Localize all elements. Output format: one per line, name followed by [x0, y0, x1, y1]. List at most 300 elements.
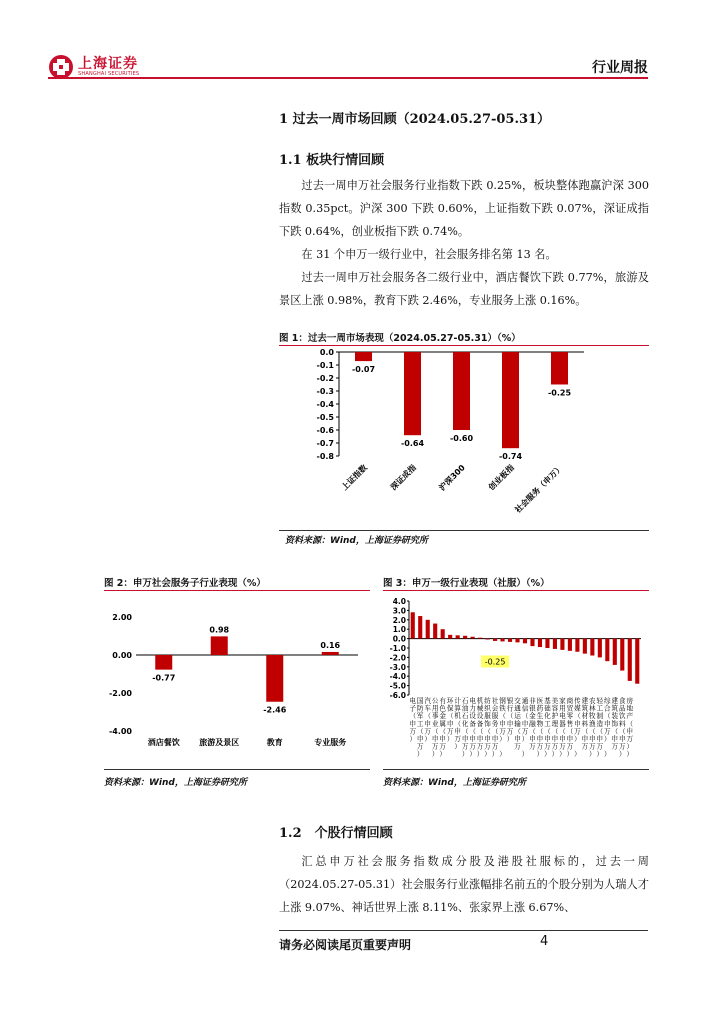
- figure-3-title: 图 3：申万一级行业表现（社服）（%）: [383, 578, 550, 589]
- x-tick-char: 万: [446, 727, 454, 736]
- x-tick-char: 算: [454, 704, 461, 713]
- x-tick-char: 售: [566, 719, 574, 728]
- x-tick-char: 会: [491, 704, 499, 713]
- data-label: 0.98: [209, 625, 230, 635]
- bar: [433, 624, 437, 639]
- x-tick-char: 用: [431, 704, 439, 713]
- x-tick-char: 零: [566, 712, 574, 721]
- y-tick-label: -0.3: [316, 387, 334, 396]
- bar: [635, 639, 639, 684]
- x-tick-char: 生: [536, 712, 544, 721]
- x-tick-char: 油: [461, 704, 469, 713]
- x-tick-char: （: [626, 719, 634, 728]
- bar: [411, 612, 415, 638]
- x-tick-char: 万: [611, 742, 619, 751]
- x-tick-char: 料: [581, 719, 589, 728]
- x-tick-char: 申: [536, 735, 544, 743]
- x-tick-char: ）: [499, 735, 506, 743]
- x-tick-char: 材: [581, 712, 589, 721]
- bar: [508, 639, 512, 642]
- x-tick-char: 农: [589, 697, 596, 705]
- x-tick-char: 媒: [574, 704, 581, 713]
- x-tick-char: 装: [611, 712, 619, 721]
- x-tick-char: （: [506, 712, 514, 721]
- x-tick-char: 防: [416, 704, 424, 713]
- y-tick-label: -4.0: [389, 672, 406, 682]
- x-tick-char: 林: [589, 704, 596, 713]
- bar: [266, 655, 283, 702]
- bar: [575, 639, 579, 652]
- x-tick-char: ）: [521, 750, 529, 759]
- figure-2-source: 资料来源：Wind，上海证券研究所: [104, 778, 247, 788]
- x-tick-char: 万: [574, 727, 581, 736]
- x-tick-char: 非: [529, 697, 536, 705]
- x-tick-char: （: [604, 712, 611, 721]
- section-1-1-body: [279, 174, 649, 312]
- x-tick-char: （: [529, 727, 536, 736]
- x-tick-char: ）: [491, 750, 499, 759]
- x-tick-char: （: [514, 727, 521, 736]
- x-tick-char: 申: [416, 735, 424, 743]
- x-tick-char: 产: [626, 712, 634, 721]
- x-tick-char: 万: [484, 742, 491, 751]
- x-tick-char: ）: [469, 750, 476, 759]
- bar: [605, 639, 609, 662]
- x-tick-char: 容: [551, 704, 559, 713]
- x-tick-char: （: [521, 712, 529, 721]
- x-tick-char: （: [611, 727, 619, 736]
- x-tick-char: 融: [529, 719, 536, 728]
- x-tick-char: （: [544, 727, 551, 736]
- x-tick-char: 饰: [484, 719, 491, 728]
- x-tick-label: 旅游及景区: [199, 738, 240, 747]
- x-tick-char: （: [469, 727, 476, 736]
- x-tick-char: 信: [521, 704, 529, 713]
- y-tick-label: -4.00: [108, 727, 132, 736]
- x-tick-char: 色: [439, 704, 446, 713]
- x-tick-char: 家: [559, 697, 566, 705]
- x-tick-char: ）: [439, 750, 446, 759]
- y-tick-label: 2.00: [112, 613, 132, 622]
- x-tick-char: 公: [431, 697, 439, 705]
- x-tick-char: 商: [566, 697, 574, 705]
- x-tick-char: 万: [491, 742, 499, 751]
- x-tick-char: （: [439, 727, 446, 736]
- x-tick-char: 药: [536, 704, 544, 713]
- x-tick-char: ）: [574, 750, 581, 759]
- x-tick-char: ）: [454, 742, 461, 751]
- highlight-label: -0.25: [484, 657, 506, 667]
- bar: [478, 638, 482, 639]
- x-tick-char: 饮: [618, 712, 626, 721]
- figure-2-chart: [104, 591, 370, 767]
- x-tick-char: 房: [626, 697, 634, 705]
- bar: [456, 635, 460, 638]
- x-tick-char: ）: [604, 750, 611, 759]
- x-tick-char: 万: [581, 742, 589, 751]
- x-tick-char: ）: [626, 742, 634, 751]
- x-tick-char: 申: [506, 719, 514, 728]
- bar: [523, 639, 527, 644]
- section-1-2-title: 1.2 个股行情回顾: [279, 826, 393, 841]
- logo-chinese-name: 上海证券: [78, 56, 138, 72]
- x-tick-char: 申: [409, 719, 417, 728]
- x-tick-label: 教育: [266, 738, 283, 747]
- x-tick-char: （: [446, 712, 454, 721]
- x-tick-char: 筑: [581, 704, 589, 713]
- y-tick-label: -3.0: [389, 662, 406, 672]
- figure-1-source: 资料来源：Wind，上海证券研究所: [285, 536, 428, 546]
- bar: [453, 352, 470, 430]
- x-tick-char: 牧: [589, 712, 596, 721]
- x-tick-char: 社: [491, 697, 499, 705]
- bar: [553, 639, 557, 649]
- x-tick-char: 输: [514, 719, 521, 728]
- report-type-label: 行业周报: [592, 60, 648, 76]
- data-label: -0.74: [498, 452, 523, 462]
- x-tick-char: 化: [461, 719, 469, 728]
- bar: [418, 616, 422, 639]
- x-tick-char: ）: [431, 750, 439, 759]
- logo-english-name: SHANGHAI SECURITIES: [78, 71, 140, 77]
- footer-divider: [279, 930, 648, 931]
- y-tick-label: 2.0: [392, 615, 406, 625]
- bar: [515, 639, 519, 643]
- bar: [620, 639, 624, 671]
- x-tick-char: （: [499, 712, 506, 721]
- x-tick-char: 万: [506, 727, 514, 736]
- x-tick-char: 申: [431, 735, 439, 743]
- x-tick-char: 纺: [484, 697, 491, 705]
- x-tick-char: ）: [574, 735, 581, 743]
- x-tick-char: 申: [446, 719, 454, 728]
- figure-2-title: 图 2：申万社会服务子行业表现（%）: [104, 578, 266, 589]
- y-tick-label: 0.00: [112, 651, 132, 660]
- x-tick-char: 工: [544, 719, 551, 728]
- x-tick-char: 万: [431, 742, 439, 751]
- y-tick-label: -0.6: [316, 426, 334, 435]
- x-tick-char: 申: [574, 719, 581, 728]
- x-tick-char: ）: [618, 750, 626, 759]
- x-tick-char: 备: [469, 719, 476, 728]
- x-tick-char: 申: [618, 735, 626, 743]
- bar: [493, 639, 497, 641]
- x-tick-label: 酒店餐饮: [147, 738, 180, 747]
- bar: [471, 637, 475, 639]
- x-tick-char: 万: [559, 742, 566, 751]
- figure-1-title: 图 1：过去一周市场表现（2024.05.27-05.31）（%）: [279, 333, 521, 344]
- x-tick-char: 银: [529, 704, 536, 713]
- x-tick-label: 上证指数: [339, 463, 369, 493]
- x-tick-char: 申: [476, 735, 484, 743]
- y-tick-label: -2.00: [108, 689, 132, 698]
- x-tick-char: 织: [484, 704, 491, 713]
- x-tick-char: 钢: [499, 697, 506, 705]
- paragraph: 过去一周申万社会服务行业指数下跌 0.25%，板块整体跑赢沪深 300 指数 0.35pct。沪深 300 下跌 0.60%，上证指数下跌 0.07%，深证成指下跌 0.64%，创业板指下跌 0.74%。: [279, 179, 649, 238]
- x-tick-char: ）: [551, 750, 559, 759]
- x-tick-char: 械: [476, 704, 484, 713]
- x-tick-char: （: [416, 727, 424, 736]
- x-tick-char: 工: [416, 719, 424, 728]
- bar: [502, 352, 519, 448]
- x-tick-char: 电: [409, 697, 417, 705]
- bar: [155, 655, 172, 670]
- bar: [486, 639, 490, 640]
- header-divider: [48, 77, 648, 79]
- bar: [530, 639, 534, 647]
- x-tick-char: （: [618, 727, 626, 736]
- x-tick-char: ）: [566, 750, 574, 759]
- x-tick-char: 料: [618, 719, 626, 728]
- x-tick-char: 申: [484, 735, 491, 743]
- x-tick-char: 机: [454, 712, 461, 721]
- data-label: -2.46: [263, 705, 287, 715]
- bar: [448, 635, 452, 639]
- x-tick-char: （: [424, 712, 432, 721]
- y-tick-label: -5.0: [389, 681, 406, 691]
- figure-1-bottom-line: [279, 530, 649, 531]
- bar: [568, 639, 572, 651]
- x-tick-char: 申: [439, 735, 446, 743]
- x-tick-char: ）: [424, 735, 432, 743]
- x-tick-char: 万: [469, 742, 476, 751]
- figure-3-bottom-line: [383, 769, 649, 770]
- bar: [598, 639, 602, 658]
- x-tick-char: 行: [506, 704, 514, 713]
- x-tick-char: ）: [409, 735, 417, 743]
- x-tick-char: 申: [559, 735, 566, 743]
- bar: [551, 352, 568, 385]
- x-tick-char: 础: [544, 704, 551, 713]
- x-tick-char: 石: [461, 712, 469, 721]
- x-tick-char: 美: [551, 697, 559, 705]
- bar: [426, 620, 430, 639]
- bar: [500, 639, 504, 642]
- x-tick-char: 申: [461, 735, 469, 743]
- x-tick-char: 申: [491, 735, 499, 743]
- x-tick-char: 机: [476, 697, 484, 705]
- x-tick-char: 交: [514, 697, 521, 705]
- x-tick-char: 申: [469, 735, 476, 743]
- x-tick-char: 子: [409, 704, 417, 713]
- x-tick-char: 万: [521, 727, 529, 736]
- x-tick-char: 综: [604, 697, 611, 705]
- bar: [560, 639, 564, 650]
- x-tick-char: （: [454, 719, 461, 728]
- x-tick-char: 万: [416, 742, 424, 751]
- x-tick-char: ）: [416, 750, 424, 759]
- x-tick-char: ）: [604, 735, 611, 743]
- x-tick-char: （: [589, 727, 596, 736]
- data-label: -0.07: [351, 365, 376, 375]
- x-tick-char: 万: [604, 727, 611, 736]
- x-tick-char: 医: [536, 697, 544, 705]
- paragraph: 在 31 个申万一级行业中，社会服务排名第 13 名。: [301, 248, 557, 261]
- x-tick-label: 深证成指: [388, 463, 418, 493]
- x-tick-char: 服: [484, 712, 491, 721]
- y-tick-label: -0.2: [316, 374, 334, 383]
- y-tick-label: -0.5: [316, 413, 334, 422]
- x-tick-char: 合: [604, 704, 611, 713]
- bar: [211, 636, 228, 655]
- x-tick-char: ）: [506, 735, 514, 743]
- x-tick-char: 万: [544, 742, 551, 751]
- x-tick-char: 万: [476, 742, 484, 751]
- y-tick-label: -0.4: [316, 400, 334, 409]
- x-tick-char: 事: [431, 712, 439, 721]
- figure-3-chart: [383, 591, 649, 767]
- x-tick-char: 申: [581, 735, 589, 743]
- x-tick-char: ）: [596, 750, 604, 759]
- x-tick-char: 申: [499, 719, 506, 728]
- x-tick-char: 食: [618, 697, 626, 705]
- x-tick-char: 务: [491, 719, 499, 728]
- x-tick-char: 申: [596, 735, 604, 743]
- x-tick-char: （: [431, 727, 439, 736]
- x-tick-char: 万: [439, 742, 446, 751]
- x-tick-char: 通: [521, 697, 529, 705]
- section-1-2-body: [279, 850, 649, 919]
- x-tick-char: 车: [424, 704, 432, 713]
- x-tick-char: ）: [536, 750, 544, 759]
- section-1-1-title: 1.1 板块行情回顾: [279, 153, 385, 168]
- x-tick-char: 业: [431, 719, 439, 728]
- x-tick-char: ）: [626, 750, 634, 759]
- y-tick-label: -0.8: [316, 452, 334, 461]
- x-tick-char: 万: [409, 727, 417, 736]
- x-tick-char: （: [574, 712, 581, 721]
- page-number: 4: [540, 934, 549, 949]
- x-tick-char: 万: [566, 742, 574, 751]
- x-tick-char: 物: [536, 719, 544, 728]
- x-tick-char: 申: [626, 727, 634, 736]
- x-tick-char: 护: [551, 712, 559, 721]
- x-tick-char: ）: [484, 750, 491, 759]
- x-tick-char: 电: [469, 697, 476, 705]
- x-tick-char: 传: [574, 697, 581, 705]
- data-label: -0.77: [152, 673, 176, 683]
- x-tick-char: ）: [544, 750, 551, 759]
- x-tick-char: 申: [589, 735, 596, 743]
- disclaimer-note: 请务必阅读尾页重要声明: [279, 938, 412, 952]
- y-tick-label: 3.0: [392, 606, 406, 616]
- x-tick-char: 有: [439, 697, 446, 705]
- x-tick-char: 轻: [596, 697, 604, 705]
- x-tick-char: 万: [596, 742, 604, 751]
- x-tick-char: （: [566, 727, 574, 736]
- x-tick-char: （: [409, 712, 417, 721]
- x-tick-char: 工: [596, 704, 604, 713]
- x-tick-char: （: [551, 727, 559, 736]
- x-tick-char: 万: [551, 742, 559, 751]
- x-tick-char: 环: [446, 697, 454, 705]
- x-tick-label: 创业板指: [486, 463, 516, 493]
- data-label: 0.16: [320, 640, 341, 650]
- x-tick-char: 万: [589, 742, 596, 751]
- x-tick-char: （: [484, 727, 491, 736]
- bar: [545, 639, 549, 648]
- x-tick-char: 申: [551, 735, 559, 743]
- x-tick-char: 建: [611, 697, 619, 705]
- x-tick-char: ）: [476, 750, 484, 759]
- x-tick-char: 基: [544, 697, 551, 705]
- x-tick-char: 服: [491, 712, 499, 721]
- x-tick-char: 理: [551, 719, 559, 728]
- x-tick-char: ）: [499, 750, 506, 759]
- x-tick-char: （: [581, 727, 589, 736]
- x-tick-char: 饰: [611, 719, 619, 728]
- x-tick-char: 汽: [424, 697, 432, 705]
- x-tick-char: 品: [618, 704, 626, 713]
- x-tick-char: 器: [559, 719, 566, 728]
- x-tick-char: 万: [626, 735, 634, 743]
- x-tick-char: 万: [514, 742, 521, 751]
- y-tick-label: 1.0: [392, 625, 406, 635]
- paragraph: 汇总申万社会服务指数成分股及港股社服标的，过去一周（2024.05.27-05.31）社会服务行业涨幅排名前五的个股分别为人瑞人才上涨 9.07%、神话世界上涨 8.11%、张家界上涨 6.67%、: [279, 855, 649, 914]
- x-tick-char: 力: [469, 704, 476, 713]
- x-tick-char: （: [491, 727, 499, 736]
- x-tick-char: 申: [521, 719, 529, 728]
- x-tick-char: 国: [416, 697, 424, 705]
- x-tick-char: 用: [559, 704, 566, 713]
- x-tick-char: （: [536, 727, 544, 736]
- x-tick-char: 金: [529, 712, 536, 721]
- figure-1-chart: [279, 346, 649, 530]
- x-tick-label: 沪深300: [437, 463, 467, 493]
- x-tick-char: 贸: [566, 704, 574, 713]
- x-tick-char: 申: [454, 727, 461, 736]
- x-tick-char: 渔: [589, 719, 596, 728]
- x-tick-char: 造: [596, 719, 604, 728]
- x-tick-char: 万: [536, 742, 544, 751]
- data-label: -0.60: [449, 434, 474, 443]
- x-tick-char: 电: [559, 712, 566, 721]
- x-tick-char: 计: [454, 697, 461, 705]
- y-tick-label: -0.1: [316, 361, 334, 370]
- x-tick-char: 军: [416, 712, 424, 721]
- x-tick-char: 万: [618, 742, 626, 751]
- x-tick-char: 设: [469, 712, 476, 721]
- x-tick-char: 申: [611, 735, 619, 743]
- y-tick-label: -2.0: [389, 653, 406, 663]
- x-tick-char: （: [476, 727, 484, 736]
- x-tick-char: 筑: [611, 704, 619, 713]
- bar: [404, 352, 421, 435]
- bar: [590, 639, 594, 656]
- x-tick-char: （: [596, 727, 604, 736]
- x-tick-char: 申: [604, 719, 611, 728]
- x-tick-label: 专业服务: [314, 738, 347, 747]
- y-tick-label: -0.7: [316, 439, 334, 448]
- bar: [322, 652, 339, 655]
- data-label: -0.64: [400, 439, 425, 449]
- x-tick-char: 万: [529, 742, 536, 751]
- figure-2-bottom-line: [104, 769, 370, 770]
- x-tick-char: ）: [589, 750, 596, 759]
- y-tick-label: 4.0: [392, 597, 406, 606]
- bar: [583, 639, 587, 654]
- x-tick-char: 申: [514, 735, 521, 743]
- x-tick-char: （: [559, 727, 566, 736]
- x-tick-label: 社会服务（申万）: [513, 463, 565, 515]
- x-tick-char: ）: [461, 750, 469, 759]
- x-tick-char: 制: [596, 712, 604, 721]
- x-tick-char: 通: [514, 704, 521, 713]
- bar: [355, 352, 372, 361]
- data-label: -0.25: [547, 388, 572, 398]
- x-tick-char: 申: [566, 735, 574, 743]
- x-tick-char: 万: [499, 727, 506, 736]
